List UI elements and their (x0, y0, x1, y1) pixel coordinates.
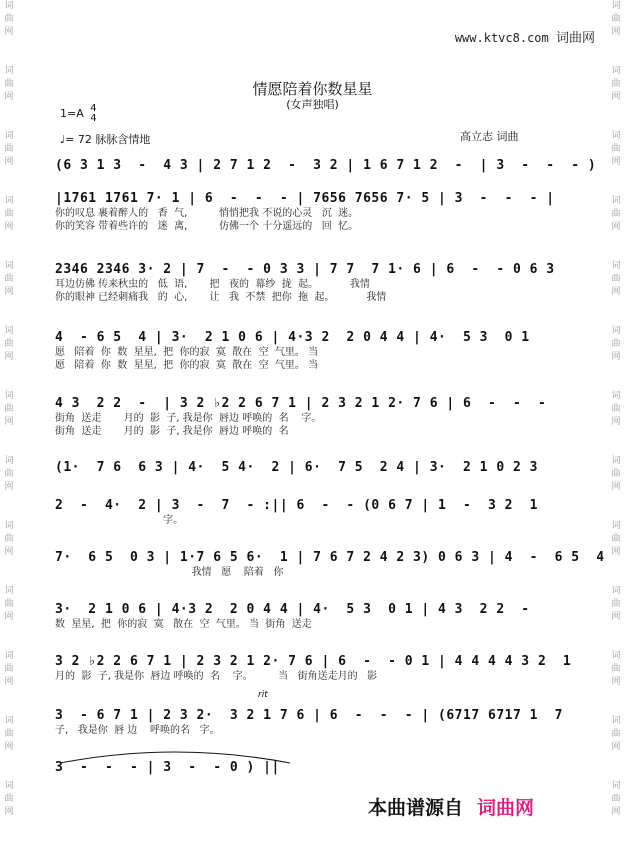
credits: 高立志 词曲 (460, 130, 519, 143)
system-9 (55, 602, 550, 631)
notes-line: |1761 1761 7· 1 | 6 - - - | 7656 7656 7· 5 | 3 - - - | (55, 191, 555, 206)
lyric-line-2: 你的笑容 带着些许的 迷 离, 仿佛一个 十分遥远的 回 忆。 (55, 221, 359, 232)
system-8 (55, 550, 605, 579)
lyric-line-1: 你的叹息 裹着醉人的 香 气, 悄悄把我 不说的心灵 沉 迷。 (55, 208, 359, 219)
notes-line: 2346 2346 3· 2 | 7 - - 0 3 3 | 7 7 7 1· 6 | 6 - - 0 6 3 (55, 262, 555, 277)
notes-line: 3 2 ♭2 2 6 7 1 | 2 3 2 1 2· 7 6 | 6 - - 0 1 | 4 4 4 4 3 2 1 (55, 654, 572, 669)
lyric-line-1: 我情 愿 陪着 你 (55, 567, 284, 578)
system-7 (55, 498, 550, 527)
system-10 (55, 654, 572, 683)
notes-line: 2 - 4· 2 | 3 - 7 - :|| 6 - - (0 6 7 | 1 - 3 2 1 (55, 498, 538, 513)
lyric-line-2: 街角 送走 月的 影 子, 我是你 唇边 呼唤的 名 (55, 426, 289, 437)
lyric-line-1: 愿 陪着 你 数 星星, 把 你的寂 寞 散在 空 气里。 当 (55, 347, 319, 358)
notes-line: 3· 2 1 0 6 | 4·3 2 2 0 4 4 | 4· 5 3 0 1 | 4 3 2 2 - (55, 602, 530, 617)
site-name[interactable]: 词曲网 (555, 31, 595, 46)
system-11 (55, 708, 563, 737)
footer-label: 本曲谱源自 (368, 797, 464, 819)
rit-marking: rit (258, 690, 268, 700)
lyric-line-1: 数 星星, 把 你的寂 寞 散在 空 气里。 当 街角 送走 (55, 619, 312, 630)
watermark-left: 词 曲 网 词 曲 网 词 曲 网 词 曲 网 词 曲 网 词 曲 网 词 曲 网 词 曲 网 词 曲 网 词 曲 网 词 曲 网 词 曲 网 词 曲 网 (4, 1, 14, 817)
tempo-marking: ♩= 72 脉脉含情地 (60, 133, 151, 146)
system-12 (55, 760, 550, 776)
notes-line: 4 - 6 5 4 | 3· 2 1 0 6 | 4·3 2 2 0 4 4 | 4· 5 3 0 1 (55, 330, 530, 345)
lyric-line-2: 你的眼神 已经刺痛我 的 心, 让 我 不禁 把你 拖 起。 我情 (55, 292, 387, 303)
lyric-line-2: 愿 陪着 你 数 星星, 把 你的寂 寞 散在 空 气里。 当 (55, 360, 319, 371)
watermark-right: 词 曲 网 词 曲 网 词 曲 网 词 曲 网 词 曲 网 词 曲 网 词 曲 网 词 曲 网 词 曲 网 词 曲 网 词 曲 网 词 曲 网 词 曲 网 (611, 1, 621, 817)
song-subtitle: (女声独唱) (286, 98, 339, 111)
notes-line: 3 - 6 7 1 | 2 3 2· 3 2 1 7 6 | 6 - - - | (6717 6717 1 7 (55, 708, 563, 723)
song-title: 情愿陪着你数星星 (252, 80, 373, 98)
footer-brand[interactable]: 词曲网 (477, 797, 535, 819)
time-bottom: 4 (90, 113, 97, 124)
time-top: 4 (90, 103, 97, 114)
lyric-line-1: 月的 影 子, 我是你 唇边 呼唤的 名 字。 当 街角送走月的 影 (55, 671, 378, 682)
system-6 (55, 460, 550, 476)
lyric-line-1: 耳边仿佛 传来秋虫的 低 语, 把 夜的 幕纱 拢 起。 我情 (55, 279, 370, 290)
footer-credit (368, 793, 534, 820)
system-3 (55, 262, 555, 304)
key-text: 1=A (60, 107, 84, 120)
system-2 (55, 191, 555, 233)
system-5 (55, 396, 550, 438)
lyric-line-1: 字。 (55, 515, 184, 526)
system-4 (55, 330, 550, 372)
notes-line: 4 3 2 2 - | 3 2 ♭2 2 6 7 1 | 2 3 2 1 2· 7 6 | 6 - - - (55, 396, 547, 411)
notes-line: (1· 7 6 6 3 | 4· 5 4· 2 | 6· 7 5 2 4 | 3· 2 1 0 2 3 (55, 460, 538, 475)
notes-line: 3 - - - | 3 - - 0 ) || (55, 760, 280, 775)
notes-line: (6 3 1 3 - 4 3 | 2 7 1 2 - 3 2 | 1 6 7 1 2 - | 3 - - - ) (55, 158, 597, 173)
lyric-line-1: 子, 我是你 唇 边 呼唤的名 字。 (55, 725, 220, 736)
system-1 (55, 158, 597, 174)
site-url-text[interactable]: www.ktvc8.com (454, 31, 549, 45)
lyric-line-1: 街角 送走 月的 影 子, 我是你 唇边 呼唤的 名 字。 (55, 413, 322, 424)
notes-line: 7· 6 5 0 3 | 1·7 6 5 6· 1 | 7 6 7 2 4 2 3) 0 6 3 | 4 - 6 5 4 (55, 550, 605, 565)
